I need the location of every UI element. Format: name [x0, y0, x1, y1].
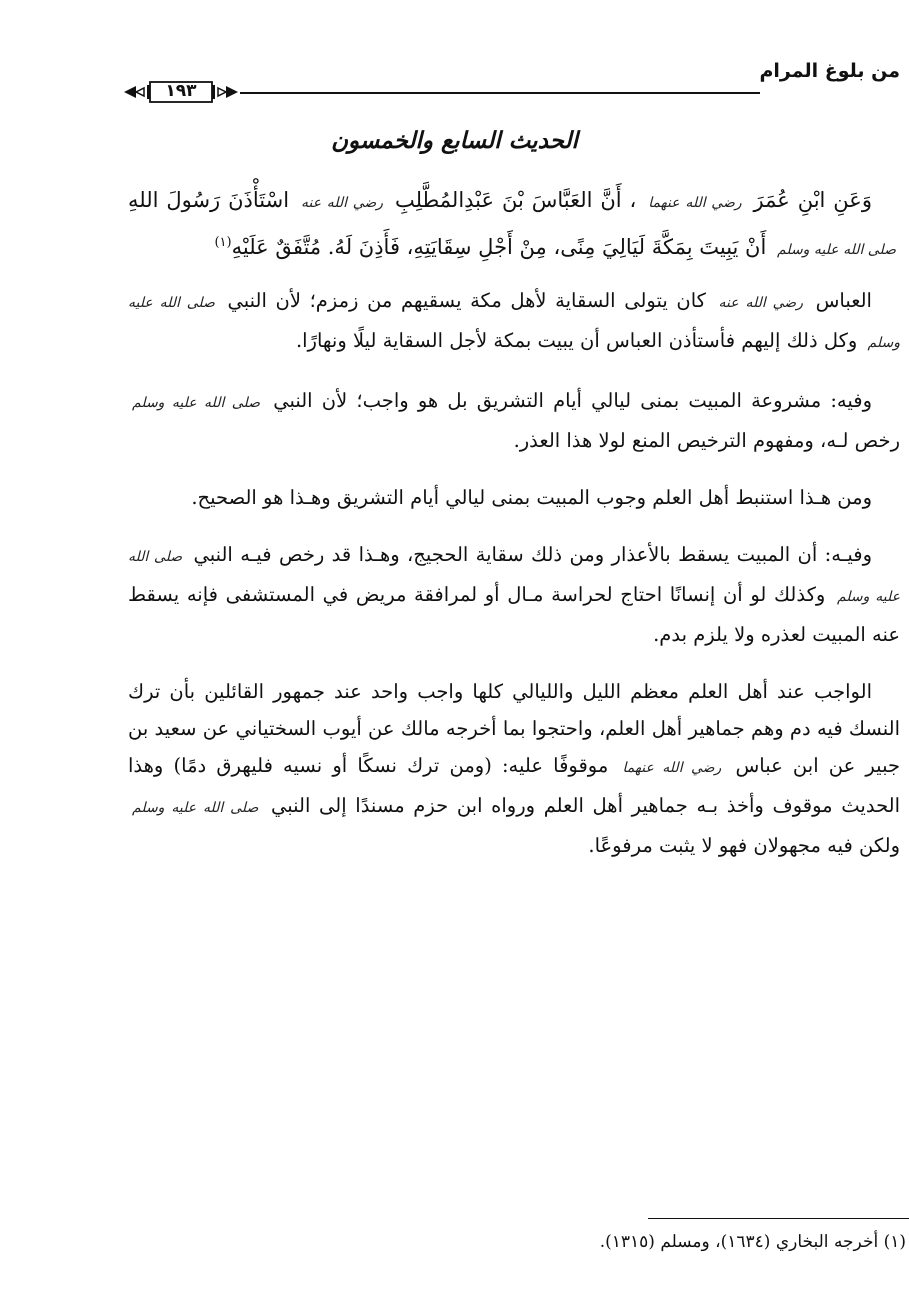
paragraph-1-part-1: العباس — [815, 289, 872, 312]
honorific-radiya-anhu: رضي الله عنه — [718, 295, 803, 311]
header-rule — [240, 92, 760, 94]
paragraph-5-part-2: موقوفًا عليه: (ومن ترك نسكًا أو نسيه فليهرق دمًا) وهذا الحديث موقوف وأخذ بـه جماهير أهل العلم ورواه ابن حزم مسندًا إلى النبي — [128, 754, 901, 817]
body-text — [128, 180, 900, 864]
paragraph-1-part-3: وكل ذلك إليهم فأستأذن العباس أن يبيت بمكة لأجل السقاية ليلًا ونهارًا. — [295, 329, 858, 352]
paragraph-5-part-3: ولكن فيه مجهولان فهو لا يثبت مرفوعًا. — [588, 834, 900, 857]
footnote-rule — [648, 1218, 909, 1219]
hadith-part-3: اسْتَأْذَنَ رَسُولَ اللهِ — [128, 188, 290, 212]
honorific-salla: صلى الله عليه وسلم — [777, 242, 896, 258]
paragraph-1 — [128, 282, 900, 362]
honorific-salla: صلى الله عليه وسلم — [128, 549, 900, 605]
paragraph-2-part-1: وفيه: مشروعة المبيت بمنى ليالي أيام التشريق بل هو واجب؛ لأن النبي — [273, 389, 873, 412]
honorific-salla: صلى الله عليه وسلم — [132, 395, 260, 411]
honorific-radiya-anhuma: رضي الله عنهما — [622, 760, 722, 776]
honorific-salla: صلى الله عليه وسلم — [132, 800, 259, 816]
hadith-part-1: وَعَنِ ابْنِ عُمَرَ — [753, 188, 872, 212]
running-title: من بلوغ المرام — [759, 60, 900, 82]
honorific-radiya-anhu: رضي الله عنه — [300, 195, 384, 211]
hadith-text — [128, 180, 900, 270]
page-number-frame — [122, 80, 240, 104]
paragraph-4 — [128, 536, 900, 653]
hadith-title: الحديث السابع والخمسون — [331, 128, 578, 154]
paragraph-1-part-2: كان يتولى السقاية لأهل مكة يسقيهم من زمزم؛ لأن النبي — [227, 289, 706, 312]
paragraph-3 — [128, 479, 900, 516]
paragraph-5 — [128, 673, 900, 864]
page-header — [122, 58, 900, 101]
hadith-part-4: أَنْ يَبِيتَ بِمَكَّةَ لَيَالِيَ مِنًى، مِنْ أَجْلِ سِقَايَتِهِ، فَأَذِنَ لَهُ. مُتَّفَقٌ عَلَيْهِ — [231, 235, 767, 259]
paragraph-5-part-1: الواجب عند أهل العلم معظم الليل والليالي كلها واجب واحد عند جمهور القائلين بأن ترك النسك فيه دم وهم جماهير أهل العلم، واحتجوا بما أخرجه مالك عن أيوب السختياني عن سعيد بن جبير عن ابن عباس — [128, 680, 901, 777]
paragraph-4-part-2: وكذلك لو أن إنسانًا احتاج لحراسة مـال أو لمرافقة مريض في المستشفى فإنه يسقط عنه المبيت لعذره ولا يلزم بدم. — [128, 583, 900, 646]
paragraph-3-text: ومن هـذا استنبط أهل العلم وجوب المبيت بمنى ليالي أيام التشريق وهـذا هو الصحيح. — [191, 486, 872, 509]
hadith-part-2: ، أَنَّ العَبَّاسَ بْنَ عَبْدِالمُطَّلِبِ — [394, 188, 637, 212]
paragraph-2-part-2: رخص لـه، ومفهوم الترخيص المنع لولا هذا العذر. — [513, 429, 900, 452]
page-number: ١٩٣ — [165, 81, 197, 101]
footnote-reference[interactable]: (١) — [214, 235, 232, 250]
paragraph-4-part-1: وفيـه: أن المبيت يسقط بالأعذار ومن ذلك سقاية الحجيج، وهـذا قد رخص فيـه النبي — [193, 543, 873, 566]
honorific-salla: صلى الله عليه وسلم — [128, 295, 900, 351]
paragraph-2 — [128, 382, 900, 459]
footnote: (١) أخرجه البخاري (١٦٣٤)، ومسلم (١٣١٥). — [599, 1232, 906, 1252]
honorific-radiya-anhuma: رضي الله عنهما — [648, 195, 742, 211]
